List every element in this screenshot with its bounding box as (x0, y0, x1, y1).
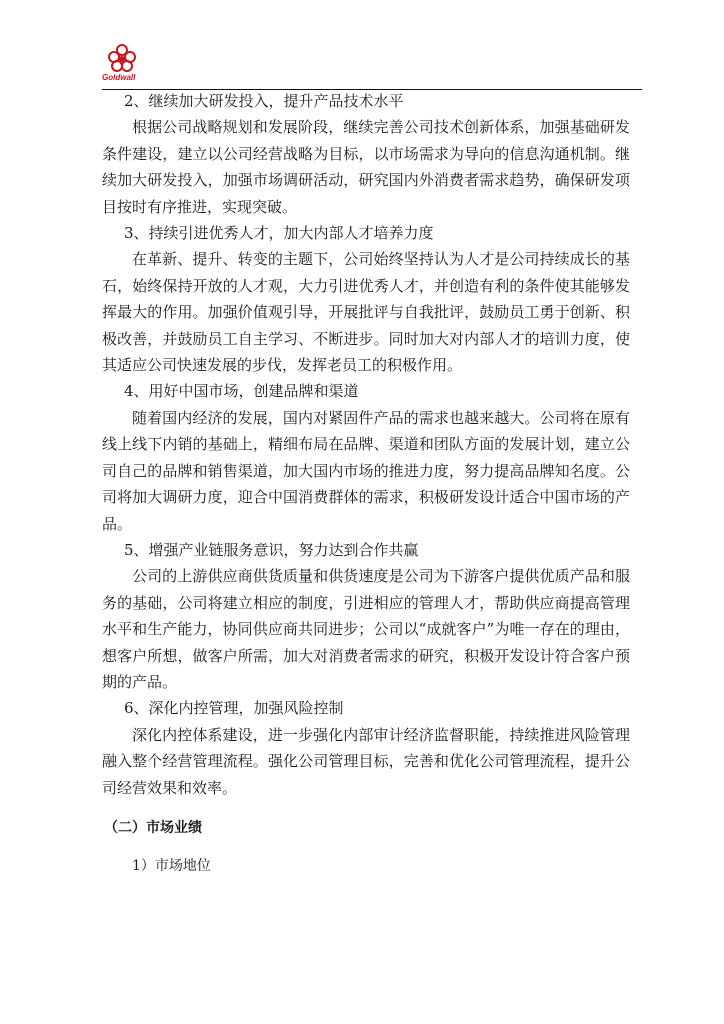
flower-logo-icon (107, 42, 137, 74)
item-4-paragraph: 随着国内经济的发展，国内对紧固件产品的需求也越来越大。公司将在原有线上线下内销的基础上，精细布局在品牌、渠道和团队方面的发展计划，建立公司自己的品牌和销售渠道，加大国内市场的推进力度，努力提高品牌知名度。公司将加大调研力度，迎合中国消费群体的需求，积极研发设计适合中国市场的产品。 (102, 408, 630, 533)
item-3-heading: 3、持续引进优秀人才，加大内部人才培养力度 (124, 224, 434, 243)
item-6-heading: 6、深化内控管理，加强风险控制 (124, 699, 344, 718)
section-title: （二）市场业绩 (104, 819, 202, 836)
company-logo (102, 42, 140, 88)
item-5-heading: 5、增强产业链服务意识，努力达到合作共赢 (124, 540, 419, 559)
item-3-paragraph: 在革新、提升、转变的主题下，公司始终坚持认为人才是公司持续成长的基石，始终保持开放的人才观，大力引进优秀人才，并创造有利的条件使其能够发挥最大的作用。加强价值观引导，开展批评与自我批评，鼓励员工勇于创新、积极改善，并鼓励员工自主学习、不断进步。同时加大对内部人才的培训力度，使其适应公司快速发展的步伐，发挥老员工的积极作用。 (102, 250, 630, 375)
item-6-paragraph: 深化内控体系建设，进一步强化内部审计经济监督职能，持续推进风险管理融入整个经营管理流程。强化公司管理目标，完善和优化公司管理流程，提升公司经营效果和效率。 (102, 725, 630, 797)
section-subheading: 1）市场地位 (132, 857, 211, 874)
item-2-paragraph: 根据公司战略规划和发展阶段，继续完善公司技术创新体系，加强基础研发条件建设，建立以公司经营战略为目标，以市场需求为导向的信息沟通机制。继续加大研发投入，加强市场调研活动，研究国内外消费者需求趋势，确保研发项目按时有序推进，实现突破。 (102, 118, 630, 216)
page-header (102, 42, 642, 90)
item-5-paragraph: 公司的上游供应商供货质量和供货速度是公司为下游客户提供优质产品和服务的基础，公司将建立相应的制度，引进相应的管理人才，帮助供应商提高管理水平和生产能力，协同供应商共同进步；公司以“成就客户”为唯一存在的理由，想客户所想，做客户所需，加大对消费者需求的研究，积极开发设计符合客户预期的产品。 (102, 567, 630, 691)
document-body (102, 88, 630, 879)
item-4-heading: 4、用好中国市场，创建品牌和渠道 (124, 382, 359, 401)
logo-wordmark: Goldwall (102, 73, 136, 82)
item-2-heading: 2、继续加大研发投入，提升产品技术水平 (124, 92, 404, 110)
